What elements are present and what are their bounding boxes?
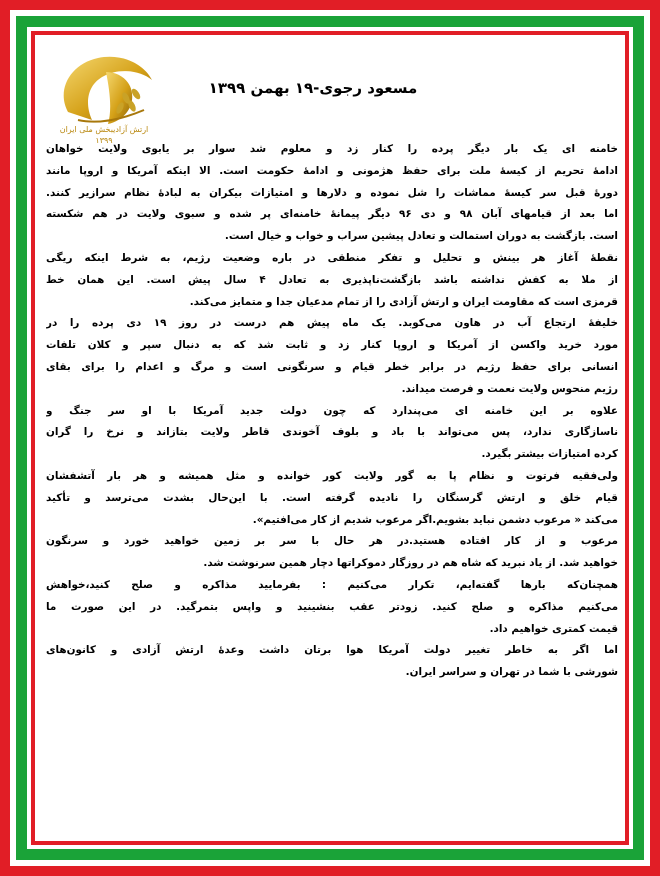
text-line: خواهید شد. از یاد نبرید که شاه هم در روزگار دموکراتها دچار همین سرنوشت شد. — [203, 557, 618, 570]
text-line: خلیفهٔ ارتجاع آب در هاون می‌کوبد. یک ماه پیش هم درست در روز ۱۹ دی پرده را در — [46, 317, 618, 330]
text-line: اما بعد از قیامهای آبان ۹۸ و دی ۹۶ دیگر پیمانهٔ خامنه‌ای پر شده و سبوی ولایت در هم شکسته — [46, 208, 618, 221]
text-line: شورشی با شما در تهران و سراسر ایران. — [405, 666, 618, 679]
text-line: رژیم منحوس ولایت نعمت و فرصت میداند. — [401, 382, 618, 395]
text-line: ولی‌فقیه فرتوت و نظام پا به گور ولایت کور خوانده و مثل همیشه و هر بار آتشفشان — [46, 469, 618, 482]
document-title: مسعود رجوی-۱۹ بهمن ۱۳۹۹ — [208, 79, 418, 97]
logo-label: ارتش آزادیبخش ملی ایران — [59, 125, 149, 134]
wheat-emblem-logo — [48, 50, 166, 150]
text-line: از ملا به کفش نداشته باشد بازگشت‌ناپذیری به تعادل ۴ سال پیش است. این همان خط — [46, 273, 618, 286]
text-line: مرعوب و از کار افتاده هستید.در هر حال با سر بر زمین خواهید خورد و سرنگون — [46, 535, 618, 548]
text-line: خامنه ای یک بار دیگر پرده را کنار زد و معلوم شد سوار بر یابوی ولایت خواهان — [46, 143, 618, 155]
text-line: انسانی برای حفظ رژیم در برابر خطر قیام و سرنگونی است و مرگ و اعدام را برای بقای — [46, 360, 618, 373]
text-line: ادامهٔ تحریم از کیسهٔ ملت برای حفظ هژمونی و ادامهٔ حکومت است. الا اینکه آمریکا و اروپا مانند — [46, 164, 618, 177]
text-line: نقطهٔ آغاز هر بینش و تحلیل و تفکر منطقی در باره وضعیت رژیم، به شرط اینکه ریگی — [46, 251, 618, 264]
text-line: کرده امتیازات بیشتر بگیرد. — [481, 448, 618, 461]
text-line: مورد خرید واکسن از آمریکا و اروپا کنار زد و ثابت شد که به دنبال سپر و کلان تلفات — [46, 339, 618, 352]
text-line: قرمزی است که مقاومت ایران و ارتش آزادی را از تمام مدعیان جدا و متمایز می‌کند. — [189, 295, 618, 308]
text-line: می‌کنیم مذاکره و صلح کنید. زودتر عقب بنشینید و واپس بتمرگید. در این صورت ما — [46, 600, 618, 613]
text-line: قیمت کمتری خواهیم داد. — [489, 622, 618, 635]
text-line: دورهٔ قبل سر کیسهٔ مماشات را شل نموده و دلارها و امتیازات بیکران به لبادهٔ نظام سرازیر کنند. — [46, 186, 618, 199]
statement-body — [46, 139, 618, 684]
text-line: همچنان‌که بارها گفته‌ایم، تکرار می‌کنیم : بفرمایید مذاکره و صلح کنید،خواهش — [46, 578, 618, 591]
text-line: می‌کند « مرعوب دشمن نباید بشویم.اگر مرعوب شدیم از کار می‌افتیم». — [252, 513, 618, 526]
text-line: است. بازگشت به دوران استمالت و تعادل پیشین سراب و خواب و خیال است. — [224, 230, 618, 243]
text-line: اما اگر به خاطر تغییر دولت آمریکا هوا برتان داشت وعدهٔ ارتش آزادی و کانون‌های — [46, 644, 618, 657]
logo-year: ۱۳۹۹ — [95, 136, 113, 145]
text-line: علاوه بر این خامنه ای می‌پندارد که چون دولت جدید آمریکا با او سر جنگ و — [46, 404, 618, 417]
text-line: قیام خلق و ارتش گرسنگان را نادیده گرفته است. با این‌حال بشدت می‌ترسد و تأکید — [46, 491, 618, 504]
text-line: ناسازگاری ندارد، پس می‌تواند با باد و بلوف آخوندی قاطر ولایت بتازاند و نرخ را گران — [46, 426, 618, 439]
